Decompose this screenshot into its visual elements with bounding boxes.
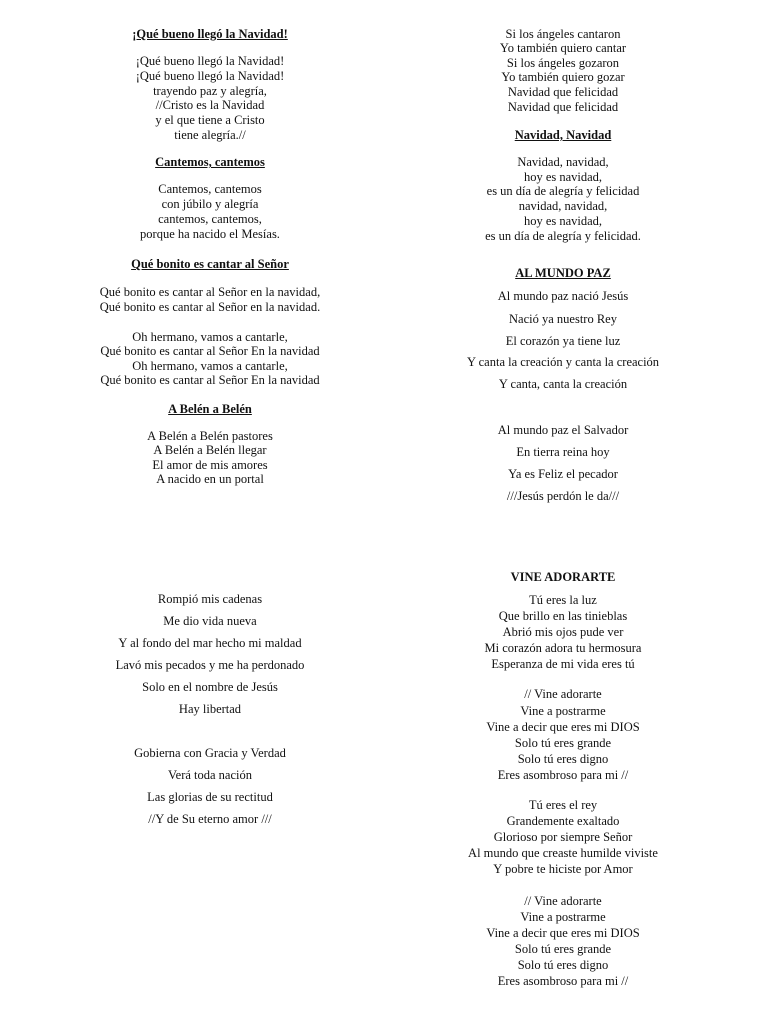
lyric-line: con júbilo y alegría [161,197,259,211]
song-title: AL MUNDO PAZ [515,266,611,280]
lyric-line: Si los ángeles cantaron [505,27,621,41]
lyric-line: Glorioso por siempre Señor [493,830,633,844]
lyric-line: tiene alegría.// [174,128,246,142]
lyric-line: Qué bonito es cantar al Señor en la navidad, [99,285,321,299]
lyric-line: cantemos, cantemos, [158,212,262,226]
lyric-line: Que brillo en las tinieblas [498,609,628,623]
lyric-line: porque ha nacido el Mesías. [140,227,280,241]
lyric-line: Tú eres el rey [528,798,598,812]
lyric-line: //Y de Su eterno amor /// [148,812,272,826]
lyric-line: Yo también quiero cantar [499,41,627,55]
lyric-line: es un día de alegría y felicidad [486,184,640,198]
lyric-line: Eres asombroso para mi // [497,974,629,988]
lyric-line: Qué bonito es cantar al Señor en la navidad. [99,300,321,314]
lyric-line: // Vine adorarte [524,687,602,701]
lyric-line: navidad, navidad, [518,199,608,213]
song-title: Cantemos, cantemos [155,155,265,169]
lyric-line: En tierra reina hoy [516,445,610,459]
lyric-line: Eres asombroso para mi // [497,768,629,782]
lyric-line: Y canta la creación y canta la creación [466,355,660,369]
lyric-line: Y canta, canta la creación [498,377,628,391]
lyric-line: //Cristo es la Navidad [155,98,265,112]
lyric-line: Verá toda nación [168,768,252,782]
lyric-line: Yo también quiero gozar [501,70,625,84]
lyric-line: Rompió mis cadenas [157,592,263,606]
lyric-line: Navidad que felicidad [507,100,619,114]
lyric-line: Solo tú eres grande [514,942,612,956]
lyric-line: Y al fondo del mar hecho mi maldad [118,636,302,650]
lyric-line: Si los ángeles gozaron [506,56,620,70]
song-title: Qué bonito es cantar al Señor [131,257,289,271]
lyric-line: trayendo paz y alegría, [153,84,267,98]
lyric-line: Al mundo paz nació Jesús [497,289,629,303]
song-title: ¡Qué bueno llegó la Navidad! [132,27,288,41]
lyric-line: hoy es navidad, [523,214,603,228]
lyric-line: Al mundo que creaste humilde viviste [468,846,658,860]
lyric-line: A nacido en un portal [156,472,264,486]
lyric-line: Hay libertad [178,702,242,716]
lyric-line: El amor de mis amores [152,458,268,472]
lyric-line: Me dio vida nueva [163,614,257,628]
lyric-line: Navidad, navidad, [517,155,609,169]
lyric-line: El corazón ya tiene luz [505,334,621,348]
lyric-line: Solo tú eres grande [514,736,612,750]
lyric-line: Y pobre te hiciste por Amor [493,862,633,876]
lyric-line: Lavó mis pecados y me ha perdonado [115,658,305,672]
lyric-line: Qué bonito es cantar al Señor En la navidad [100,344,320,358]
lyric-line: Oh hermano, vamos a cantarle, [132,359,288,373]
lyric-line: y el que tiene a Cristo [155,113,265,127]
song-title: VINE ADORARTE [510,570,616,584]
lyric-line: Nació ya nuestro Rey [509,312,617,326]
lyric-line: ¡Qué bueno llegó la Navidad! [135,69,285,83]
lyric-line: Mi corazón adora tu hermosura [484,641,642,655]
lyric-line: Vine a postrarme [520,910,606,924]
lyric-line: hoy es navidad, [523,170,603,184]
lyric-line: // Vine adorarte [524,894,602,908]
song-title: A Belén a Belén [168,402,252,416]
lyric-line: ///Jesús perdón le da/// [506,489,620,503]
lyric-line: Vine a decir que eres mi DIOS [486,720,640,734]
lyric-line: Al mundo paz el Salvador [497,423,629,437]
lyric-line: A Belén a Belén llegar [153,443,267,457]
lyric-line: Las glorias de su rectitud [147,790,273,804]
lyric-line: Qué bonito es cantar al Señor En la navidad [100,373,320,387]
lyric-line: Vine a postrarme [520,704,606,718]
lyric-line: Ya es Feliz el pecador [508,467,618,481]
lyric-line: Oh hermano, vamos a cantarle, [132,330,288,344]
lyric-line: Gobierna con Gracia y Verdad [134,746,286,760]
lyric-line: Solo en el nombre de Jesús [142,680,278,694]
lyric-line: ¡Qué bueno llegó la Navidad! [135,54,285,68]
lyric-line: Tú eres la luz [529,593,597,607]
lyric-line: Navidad que felicidad [507,85,619,99]
lyric-line: Grandemente exaltado [506,814,620,828]
lyric-line: Solo tú eres digno [517,958,609,972]
lyric-line: Abrió mis ojos pude ver [502,625,624,639]
song-title: Navidad, Navidad [514,128,612,142]
lyric-line: Vine a decir que eres mi DIOS [486,926,640,940]
song-column-right-bottom [448,0,678,1024]
lyric-line: Cantemos, cantemos [158,182,262,196]
lyric-line: A Belén a Belén pastores [147,429,273,443]
lyric-line: Esperanza de mi vida eres tú [491,657,635,671]
lyric-line: es un día de alegría y felicidad. [485,229,641,243]
lyric-line: Solo tú eres digno [517,752,609,766]
song-column-left-bottom [90,0,330,1024]
